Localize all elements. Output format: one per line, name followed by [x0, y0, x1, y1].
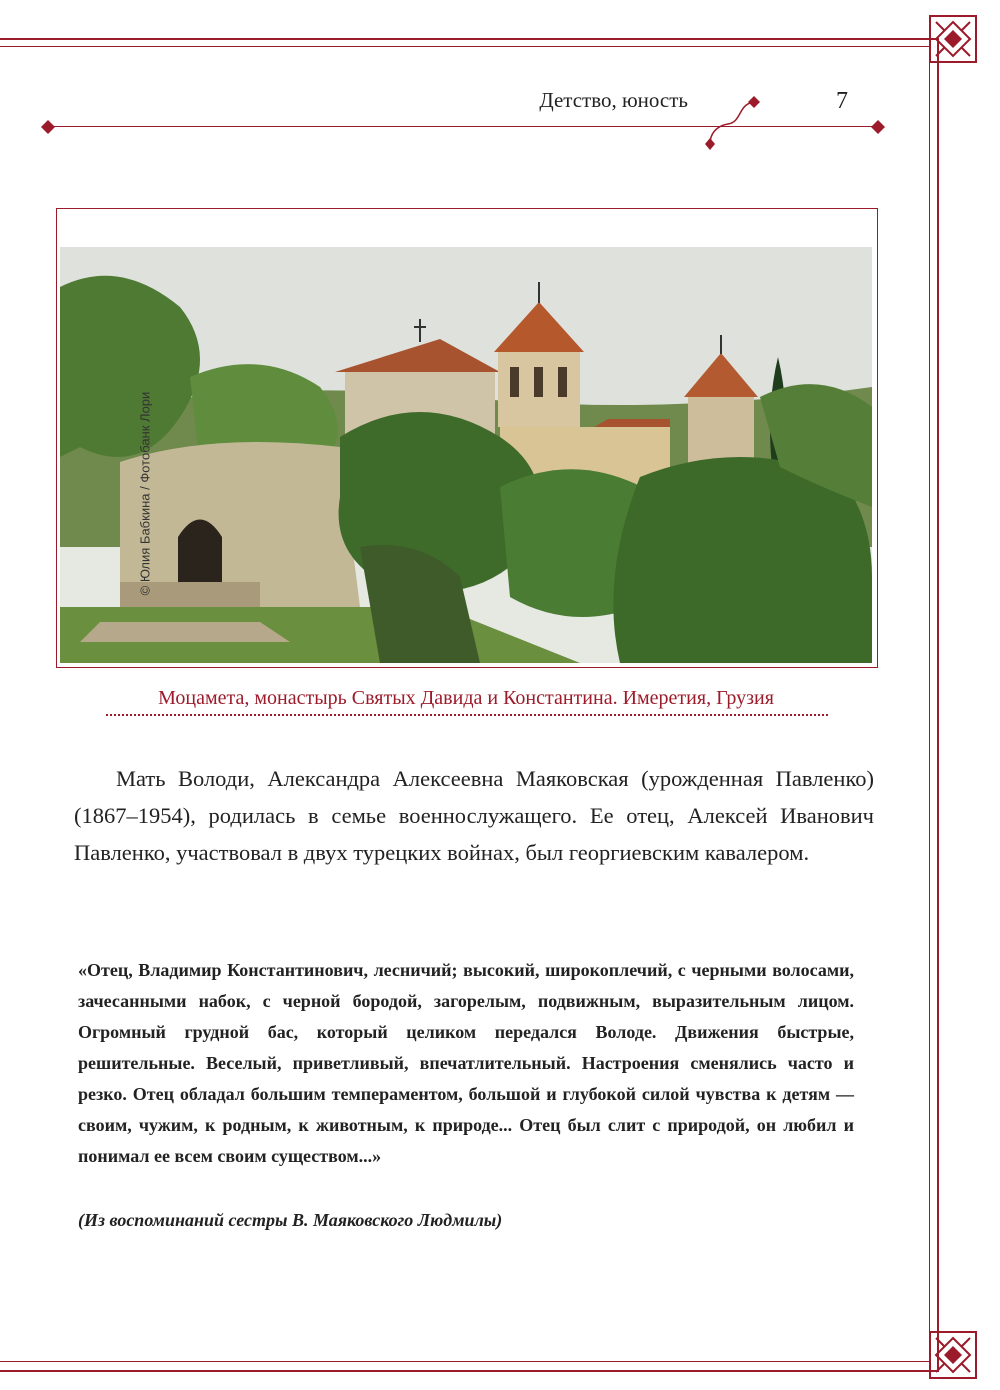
- rule-diamond-left-icon: [40, 119, 56, 135]
- photo-caption: Моцамета, монастырь Святых Давида и Константина. Имеретия, Грузия: [158, 687, 774, 709]
- photo-frame: [56, 208, 878, 668]
- corner-ornament-top-icon: [928, 14, 978, 64]
- corner-ornament-bottom-icon: [928, 1330, 978, 1380]
- rule-diamond-right-icon: [870, 119, 886, 135]
- monastery-photo: [60, 247, 872, 663]
- page-number: 7: [836, 88, 848, 114]
- quote-source: (Из воспоминаний сестры В. Маяковского Людмилы): [78, 1210, 503, 1230]
- quote-text: «Отец, Владимир Константинович, лесничий; высокий, широкоплечий, с черными волосами, зачесанными набок, с черной бородой, загорелым, подвижным, выразительным лицом. Огромный грудной бас, который целиком передался Володе. Движения быстрые, решительные. Веселый, приветливый, впечатлительный. Настроения сменялись часто и резко. Отец обладал большим темпераментом, большой и глубокой силой чувства к детям — своим, чужим, к родным, к животным, к природе... Отец был слит с природой, он любил и понимал ее всем своим существом...»: [78, 960, 854, 1166]
- body-paragraph: Мать Володи, Александра Алексеевна Маяковская (урожденная Павленко) (1867–1954), родилась в семье военнослужащего. Ее отец, Алексей Иванович Павленко, участвовал в двух турецких войнах, был георгиевским кавалером.: [74, 766, 874, 865]
- caption-dotted-rule: [106, 714, 828, 716]
- running-head: Детство, юность: [539, 88, 688, 112]
- header-flourish-icon: [698, 94, 768, 154]
- photo-credit: © Юлия Бабкина / Фотобанк Лори: [137, 391, 153, 596]
